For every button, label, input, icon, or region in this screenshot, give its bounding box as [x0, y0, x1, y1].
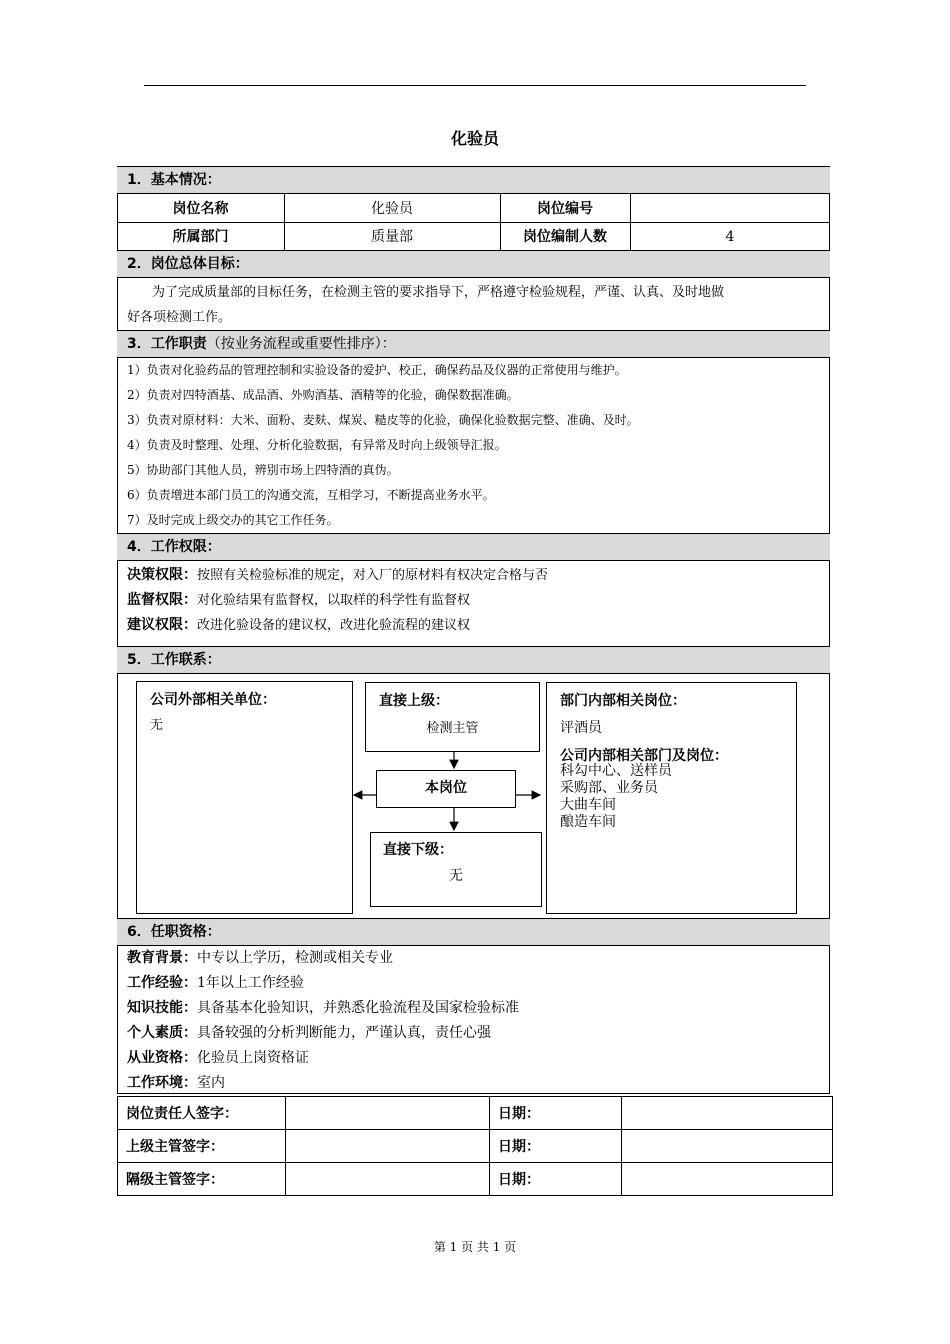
qualification-label: 个人素质：: [127, 1025, 197, 1041]
authority-label: 监督权限：: [127, 592, 197, 608]
qualification-text: 具备基本化验知识，并熟悉化验流程及国家检验标准: [197, 1000, 519, 1016]
qualification-label: 教育背景：: [127, 950, 197, 966]
date-label: 日期：: [490, 1163, 622, 1196]
department-label: 所属部门: [172, 229, 229, 245]
duty-item: 1）负责对化验药品的管理控制和实验设备的爱护、校正，确保药品及仪器的正常使用与维护。: [127, 363, 627, 377]
section-duties-title: 3．工作职责: [127, 336, 207, 352]
company-internal-value: 科勾中心、送样员: [560, 763, 672, 779]
date-field[interactable]: [622, 1130, 833, 1163]
authority-label: 建议权限：: [127, 617, 197, 633]
qualification-skills: [127, 996, 519, 1021]
subordinate-value: 无: [449, 868, 463, 884]
company-internal-value: 大曲车间: [560, 797, 616, 813]
duty-item: 4）负责及时整理、处理、分析化验数据，有异常及时向上级领导汇报。: [127, 438, 507, 452]
signature-table: [117, 1096, 833, 1194]
signature-label: 上级主管签字：: [118, 1130, 286, 1163]
authority-text: 改进化验设备的建议权，改进化验流程的建议权: [197, 618, 471, 633]
department-value: 质量部: [371, 229, 413, 245]
external-units-label: 公司外部相关单位：: [150, 692, 276, 708]
page-title: 化验员: [450, 129, 499, 148]
section-overall-goal: 2．岗位总体目标：: [117, 250, 830, 278]
qualification-label: 工作经验：: [127, 975, 197, 991]
signature-field[interactable]: [286, 1130, 490, 1163]
headcount-label: 岗位编制人数: [523, 229, 607, 245]
qualification-text: 具备较强的分析判断能力，严谨认真，责任心强: [197, 1025, 491, 1041]
qualification-text: 化验员上岗资格证: [197, 1050, 309, 1066]
signature-label: 隔级主管签字：: [118, 1163, 286, 1196]
qualification-text: 1年以上工作经验: [197, 975, 304, 991]
date-label: 日期：: [490, 1097, 622, 1130]
qualification-label: 知识技能：: [127, 1000, 197, 1016]
dept-internal-label: 部门内部相关岗位：: [560, 693, 686, 709]
qualification-personal: [127, 1021, 491, 1046]
section-authority: 4．工作权限：: [117, 533, 830, 561]
authority-label: 决策权限：: [127, 567, 197, 583]
company-internal-value: 采购部、业务员: [560, 780, 658, 796]
qualification-label: 工作环境：: [127, 1075, 197, 1091]
signature-field[interactable]: [286, 1163, 490, 1196]
section-duties-note: （按业务流程或重要性排序）：: [206, 336, 396, 352]
authority-text: 按照有关检验标准的规定，对入厂的原材料有权决定合格与否: [197, 568, 549, 583]
goal-line-1: 为了完成质量部的目标任务，在检测主管的要求指导下，严格遵守检验规程，严谨、认真、及时地做: [152, 285, 725, 300]
subordinate-label: 直接下级：: [383, 842, 453, 858]
self-position-label: 本岗位: [425, 780, 467, 796]
section-work-contacts: 5．工作联系：: [117, 646, 830, 674]
section-qualifications: 6．任职资格：: [117, 918, 830, 946]
qualification-label: 从业资格：: [127, 1050, 197, 1066]
company-internal-label: 公司内部相关部门及岗位：: [560, 748, 728, 764]
company-internal-value: 酿造车间: [560, 814, 616, 830]
date-field[interactable]: [622, 1163, 833, 1196]
signature-label: 岗位责任人签字：: [118, 1097, 286, 1130]
headcount-value: 4: [725, 229, 735, 245]
goal-line-2: 好各项检测工作。: [127, 310, 232, 325]
position-name-label: 岗位名称: [172, 201, 229, 217]
duty-item: 2）负责对四特酒基、成品酒、外购酒基、酒精等的化验，确保数据准确。: [127, 388, 519, 402]
date-label: 日期：: [490, 1130, 622, 1163]
dept-internal-value: 评酒员: [560, 720, 602, 736]
section-basic-info: 1．基本情况：: [117, 166, 830, 194]
qualification-text: 室内: [197, 1075, 225, 1091]
position-name-value: 化验员: [371, 201, 413, 217]
qualification-certificate: [127, 1046, 309, 1071]
qualification-environment: [127, 1071, 225, 1096]
signature-field[interactable]: [286, 1097, 490, 1130]
duty-item: 6）负责增进本部门员工的沟通交流，互相学习，不断提高业务水平。: [127, 488, 495, 502]
qualification-experience: [127, 971, 304, 996]
page-footer: 第 1 页 共 1 页: [433, 1240, 517, 1254]
signature-row: [118, 1130, 833, 1163]
superior-label: 直接上级：: [379, 693, 449, 709]
qualification-text: 中专以上学历，检测或相关专业: [197, 950, 393, 966]
duty-item: 3）负责对原材料：大米、面粉、麦麸、煤炭、糙皮等的化验，确保化验数据完整、准确、及时。: [127, 413, 639, 427]
authority-text: 对化验结果有监督权，以取样的科学性有监督权: [197, 593, 471, 608]
duty-item: 5）协助部门其他人员，辨别市场上四特酒的真伪。: [127, 463, 399, 477]
qualification-education: [127, 946, 393, 971]
external-units-value: 无: [150, 718, 164, 733]
position-code-label: 岗位编号: [537, 201, 593, 217]
signature-row: [118, 1163, 833, 1196]
superior-value: 检测主管: [426, 721, 479, 736]
signature-row: [118, 1097, 833, 1130]
duty-item: 7）及时完成上级交办的其它工作任务。: [127, 513, 339, 527]
date-field[interactable]: [622, 1097, 833, 1130]
